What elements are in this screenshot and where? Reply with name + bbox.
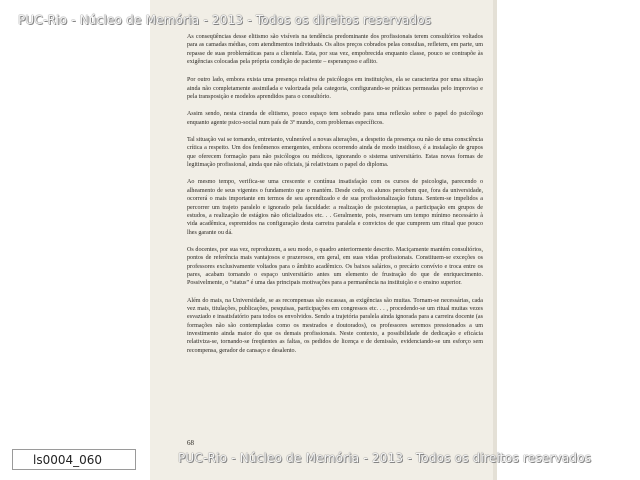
paragraph-6: Os docentes, por sua vez, reproduzem, a seu modo, o quadro anteriormente descrito. Maciçamente mantém consultórios, pontos de referência mais vantajosos e prazerosos, em geral, em suas vidas profissionais. Constituem-se exceções os professores exclusivamente voltados para o âmbito acadêmico. Os baixos salários, o precário convívio e troca entre os pares, acabam tornando o espaço universitário antes um elemento de frustração do que de enriquecimento. Possivelmente, o “status” é uma das principais motivações para a permanência na instituição e o ensino superior. xyxy=(187,246,483,287)
watermark-top: PUC-Rio - Núcleo de Memória - 2013 - Todos os direitos reservados xyxy=(18,13,432,27)
paragraph-3: Assim sendo, nesta ciranda de elitismo, pouco espaço tem sobrado para uma reflexão sobre o papel do psicólogo enquanto agente psico-social num país de 3º mundo, com problemas específicos. xyxy=(187,111,483,126)
document-body xyxy=(187,33,483,364)
paragraph-2: Por outro lado, embora exista uma presença relativa de psicólogos em instituições, ela se caracteriza por uma situação ainda não completamente assimilada e valorizada pela categoria, configurando-se práticas permeadas pelo improviso e pela transposição e modelos aprendidos para o consultório. xyxy=(187,77,483,101)
paragraph-4: Tal situação vai se tornando, entretanto, vulnerável a novas alterações, a despeito da presença ou não de uma consciência crítica a respeito. Um dos fenômenos emergentes, embora ocorrendo ainda de modo insidioso, é a instalação de grupos que oferecem formação para não psicólogos ou médicos, ignorando o sistema universitário. Estas novas formas de legitimação profissional, ainda que não oficiais, já relativizam o papel do diploma. xyxy=(187,137,483,169)
document-id-label: ls0004_060 xyxy=(12,449,136,470)
page-number: 68 xyxy=(187,439,194,447)
page-edge xyxy=(493,0,497,480)
paragraph-7: Além do mais, na Universidade, se as recompensas são escassas, as exigências são muitas. Tornam-se necessárias, cada vez mais, titulações, publicações, pesquisas, participações em congressos etc. . . , procedendo-se um ritual muitas vezes esvaziado e insatisfatório para todos os envolvidos. Sendo a trajetória paralela ainda ignorada para a carreira docente (as formações não são contempladas como os mestrados e doutorados), os professores seremos pressionados a um investimento ainda maior do que os demais profissionais. Neste contexto, a possibilidade de dedicação e eficácia relativiza-se, tornando-se freqüentes as faltas, os pedidos de licença e de demissão, evidenciando-se um esforço sem recompensa, gerador de cansaço e desalento. xyxy=(187,297,483,354)
paragraph-1: As conseqüências desse elitismo são visíveis na tendência predominante dos profissionais terem consultórios voltados para as camadas médias, com atendimentos individuais. Os altos preços cobrados pelas consultas, refletem, em parte, um repasse de suas problemáticas para a clientela. Esta, por sua vez, empobrecida enquanto classe, pouco se contrapõe às exigências colocadas pela própria condição de paciente – esperançoso e aflito. xyxy=(187,34,483,66)
paragraph-5: Ao mesmo tempo, verifica-se uma crescente e contínua insatisfação com os cursos de psicologia, parecendo o alheamento de seus vigentes o fundamento que o mantém. Desde cedo, os alunos percebem que, fora da universidade, ocorrerá o mais importante em termos de seu aprendizado e de sua profissionalização futura. Sentem-se impelidos a percorrer um trajeto paralelo e ignorado pela faculdade: a realização de psicoterapias, a participação em grupos de estudos, a realização de estágios não oficializados etc. . . Geralmente, pois, reservam um tempo mínimo necessário à vida acadêmica, espremidos na configuração desta carreira paralela e convictos de que cumprem um ritual que pouco lhes garante ou dá. xyxy=(187,179,483,236)
watermark-bottom: PUC-Rio - Núcleo de Memória - 2013 - Todos os direitos reservados xyxy=(178,451,592,465)
